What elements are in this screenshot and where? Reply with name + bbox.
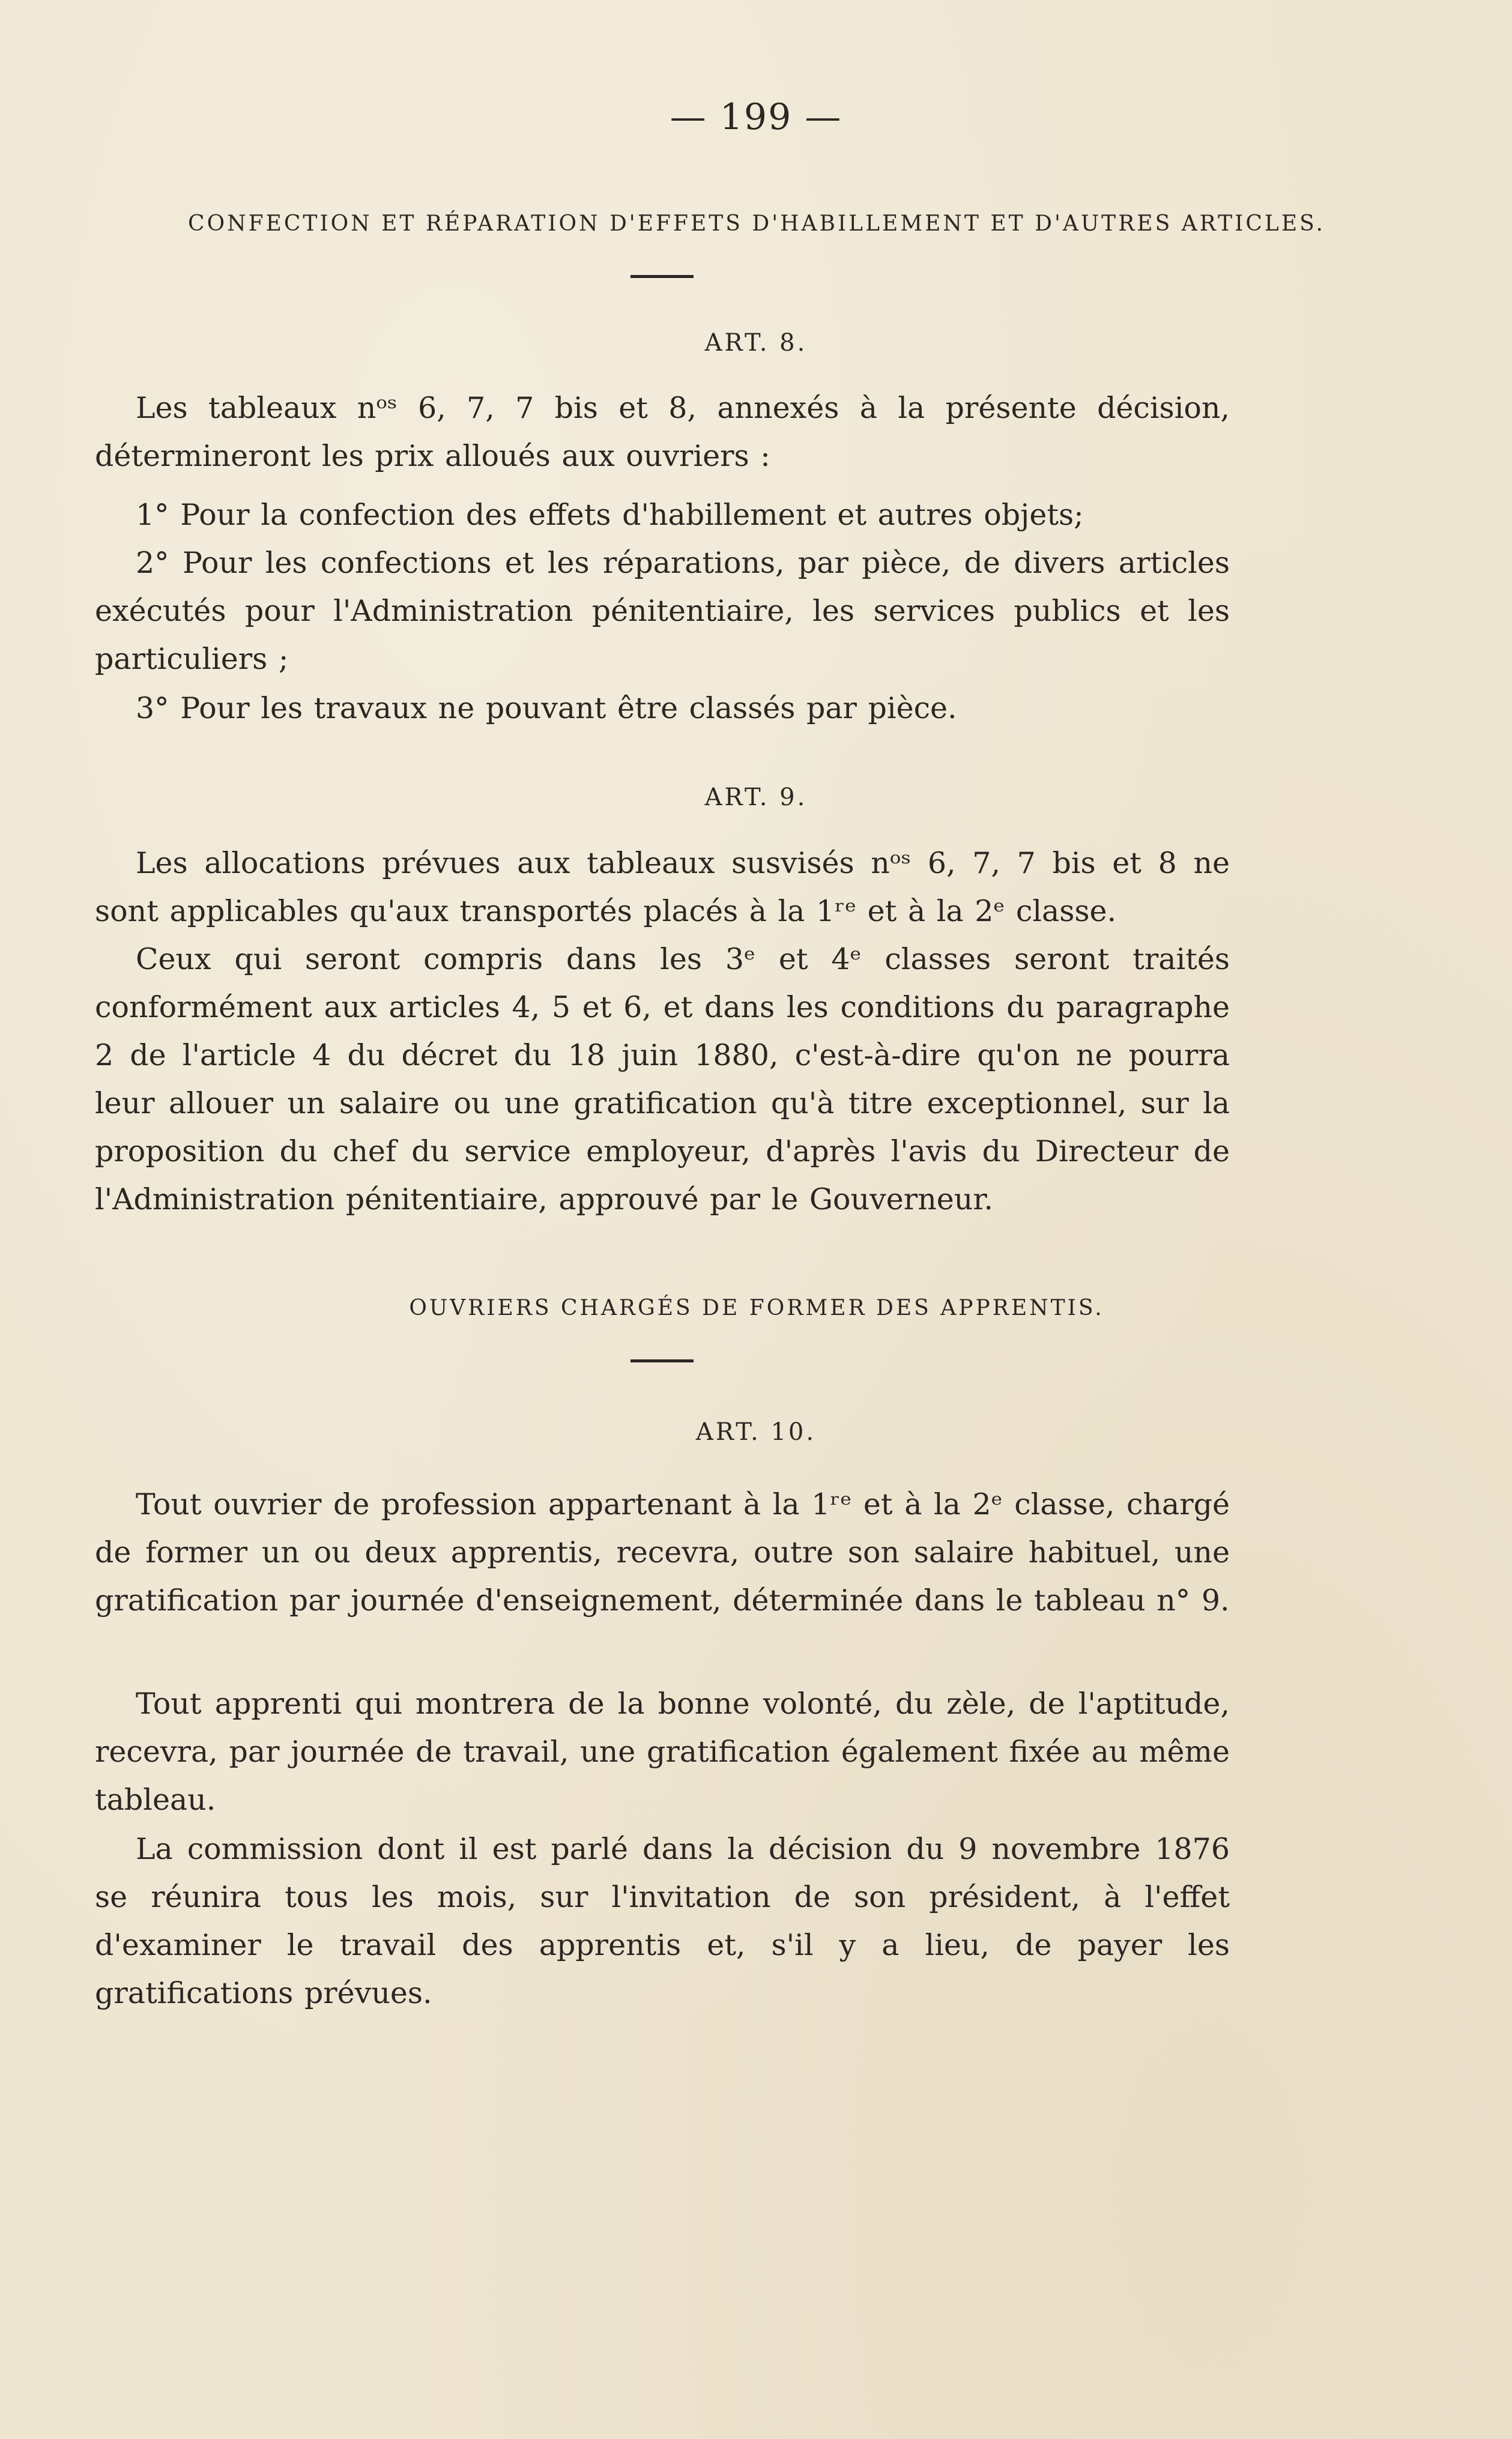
section-divider (631, 275, 694, 278)
article-10-paragraph-1: Tout ouvrier de profession appartenant à la 1ʳᵉ et à la 2ᵉ classe, chargé de former un ou deux apprentis, recevra, outre son salaire habituel, une gratification par journée d'enseignement, déterminée dans le tableau n° 9. (95, 1487, 1230, 1618)
article-10-title: ART. 10. (695, 1418, 817, 1446)
page-number: — 199 — (670, 96, 842, 138)
article-8-item-1: 1° Pour la confection des effets d'habillement et autres objets; (136, 498, 1084, 532)
article-9-title: ART. 9. (704, 784, 808, 811)
section-heading-apprentis: OUVRIERS CHARGÉS DE FORMER DES APPRENTIS. (409, 1296, 1104, 1320)
article-10-paragraph-3: La commission dont il est parlé dans la décision du 9 novembre 1876 se réunira tous les mois, sur l'invitation de son président, à l'effet d'examiner le travail des apprentis et, s'il y a lieu, de payer les gratifications prévues. (95, 1832, 1230, 2010)
article-10-paragraph-2: Tout apprenti qui montrera de la bonne volonté, du zèle, de l'aptitude, recevra, par journée de travail, une gratification également fixée au même tableau. (95, 1687, 1230, 1817)
article-9-paragraph-1: Les allocations prévues aux tableaux susvisés nᵒˢ 6, 7, 7 bis et 8 ne sont applicables qu'aux transportés placés à la 1ʳᵉ et à la 2ᵉ classe. (95, 846, 1230, 928)
article-8-item-3: 3° Pour les travaux ne pouvant être classés par pièce. (136, 691, 957, 725)
article-8-item-2: 2° Pour les confections et les réparations, par pièce, de divers articles exécutés pour l'Administration pénitentiaire, les services publics et les particuliers ; (95, 546, 1230, 676)
article-8-intro: Les tableaux nᵒˢ 6, 7, 7 bis et 8, annexés à la présente décision, détermineront les prix alloués aux ouvriers : (95, 391, 1230, 473)
section-heading-confection: CONFECTION ET RÉPARATION D'EFFETS D'HABILLEMENT ET D'AUTRES ARTICLES. (188, 211, 1325, 236)
article-9-paragraph-2: Ceux qui seront compris dans les 3ᵉ et 4ᵉ classes seront traités conformément aux articles 4, 5 et 6, et dans les conditions du paragraphe 2 de l'article 4 du décret du 18 juin 1880, c'est-à-dire qu'on ne pourra leur allouer un salaire ou une gratification qu'à titre exceptionnel, sur la proposition du chef du service employeur, d'après l'avis du Directeur de l'Administration pénitentiaire, approuvé par le Gouverneur. (95, 942, 1230, 1216)
article-8-title: ART. 8. (704, 329, 808, 357)
section-divider (631, 1359, 694, 1362)
